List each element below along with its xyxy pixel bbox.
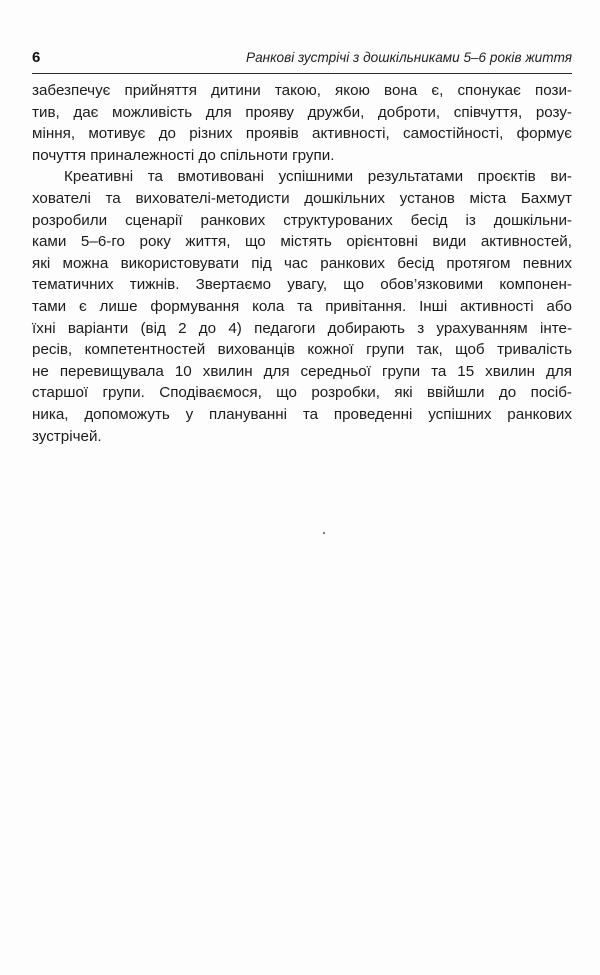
text-line: ника, допоможуть у плануванні та проведенні успішних ранкових — [32, 405, 572, 423]
text-line: зустрічей. — [32, 427, 102, 445]
text-line: тив, дає можливість для прояву дружби, доброти, співчуття, розу- — [32, 103, 572, 121]
text-line: ками 5–6-го року життя, що містять орієнтовні види активностей, — [32, 233, 572, 251]
text-line: міння, мотивує до різних проявів активності, самостійності, формує — [32, 125, 572, 143]
body-text — [32, 80, 572, 447]
text-line: їхні варіанти (від 2 до 4) педагоги добирають з урахуванням інте- — [32, 319, 572, 337]
text-line: які можна використовувати під час ранкових бесід протягом певних — [32, 254, 572, 272]
running-header — [32, 47, 572, 74]
text-line: Креативні та вмотивовані успішними результатами проєктів ви- — [64, 168, 572, 186]
paragraph-1 — [32, 80, 572, 166]
text-line: тами є лише формування кола та привітання. Інші активності або — [32, 297, 572, 315]
running-title: Ранкові зустрічі з дошкільниками 5–6 років життя — [246, 50, 572, 65]
text-line: тематичних тижнів. Звертаємо увагу, що обов’язковими компонен- — [32, 276, 572, 294]
text-line: не перевищувала 10 хвилин для середньої групи та 15 хвилин для — [32, 362, 572, 380]
text-line: забезпечує прийняття дитини такою, якою вона є, спонукає пози- — [32, 82, 572, 99]
paragraph-2 — [32, 166, 572, 447]
text-line: старшої групи. Сподіваємося, що розробки, які ввійшли до посіб- — [32, 384, 572, 402]
page-number: 6 — [32, 49, 41, 66]
text-line: хователі та вихователі-методисти дошкільних установ міста Бахмут — [32, 189, 572, 207]
text-line: розробили сценарії ранкових структурованих бесід із дошкільни- — [32, 211, 572, 229]
text-line: почуття приналежності до спільноти групи. — [32, 146, 335, 164]
scan-speck — [323, 532, 325, 534]
text-line: ресів, компетентностей вихованців кожної групи так, щоб тривалість — [32, 341, 572, 359]
